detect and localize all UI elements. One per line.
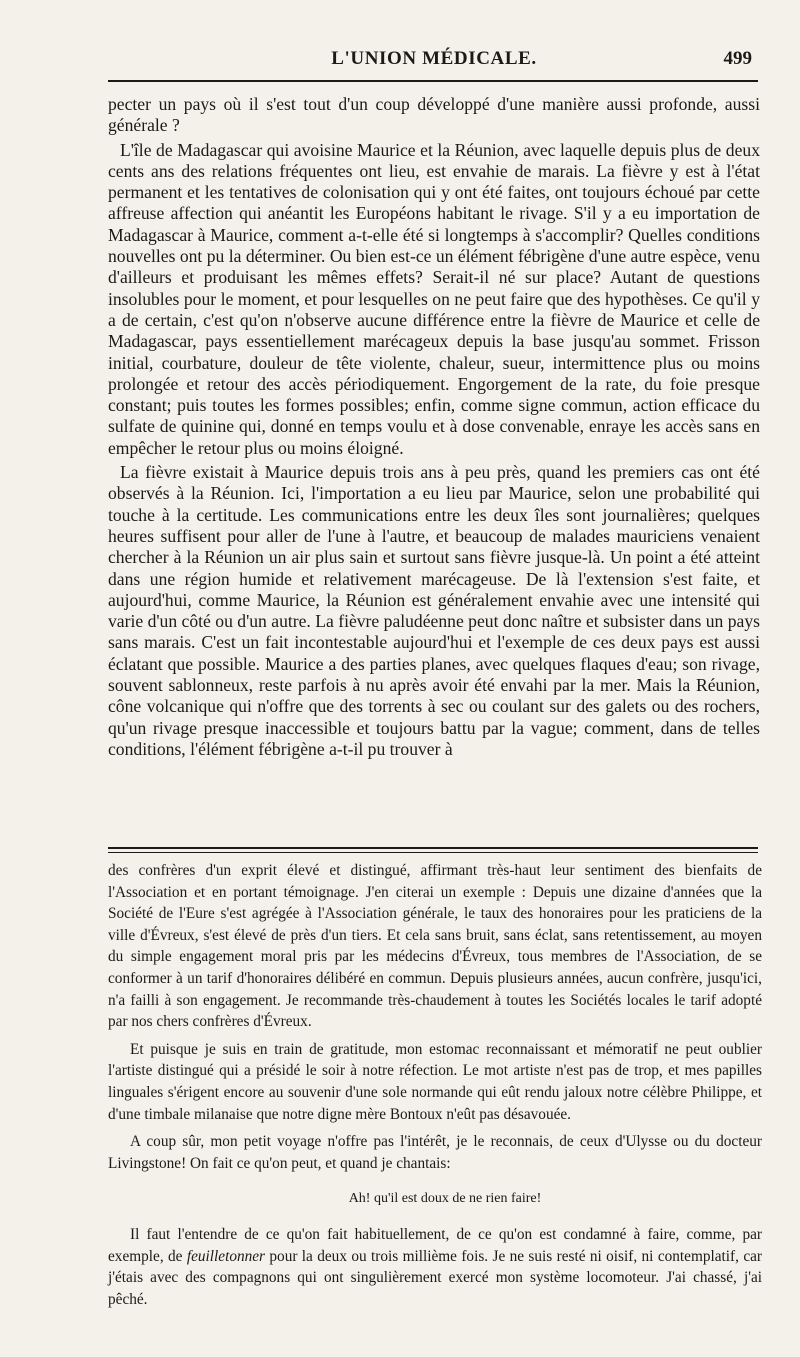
feuilleton-text: pour la deux ou trois millième fois. Je ne suis resté ni oisif, ni contemplatif, car j'étais avec des compagnons qui ont singulièrement exercé mon système locomoteur. J'ai chassé, j'ai pêché. <box>108 1247 762 1308</box>
feuilleton-paragraph-1: des confrères d'un exprit élevé et distingué, affirmant très-haut leur sentiment des bienfaits de l'Association et en portant témoignage. J'en citerai un exemple : Depuis une dizaine d'années que la Société de l'Eure s'est agrégée à l'Association générale, le taux des honoraires pour les praticiens de la ville d'Évreux, s'est élevé de près d'un tiers. Et cela sans bruit, sans éclat, sans retentissement, au moyen du simple engagement moral pris par les médecins d'Évreux, tous membres de l'Association, de se conformer à un tarif d'honoraires délibéré en commun. Depuis plusieurs années, aucun confrère, jusqu'ici, n'a failli à son engagement. Je recommande très-chaudement à toutes les Sociétés locales le tarif adopté par nos chers confrères d'Évreux. <box>108 862 762 1031</box>
running-title: L'UNION MÉDICALE. <box>331 48 537 69</box>
feuilleton-paragraph-2: Et puisque je suis en train de gratitude, mon estomac reconnaissant et mémoratif ne peut oublier l'artiste distingué qui a présidé le soir à notre réfection. Le mot artiste n'est pas de trop, et mes papilles linguales s'érigent encore au souvenir d'une sole normande qui eût rendu jaloux notre célèbre Philippe, et d'une timbale milanaise que notre digne mère Bontoux n'eût pas désavouée. <box>108 1040 762 1123</box>
feuilleton-section <box>108 860 762 1310</box>
page-header <box>108 46 760 76</box>
header-rule <box>108 80 758 82</box>
feuilleton-separator-thin <box>108 852 758 853</box>
song-verse: Ah! qu'il est doux de ne rien faire! <box>348 1191 542 1207</box>
article-paragraph-2: L'île de Madagascar qui avoisine Maurice et la Réunion, avec laquelle depuis plus de deux cents ans des relations fréquentes ont lieu, est envahie de marais. La fièvre y est à l'état permanent et les tentatives de colonisation qui y ont été faites, ont toujours échoué par cette affreuse affection qui anéantit les Européons habitant le rivage. S'il y a eu importation de Madagascar à Maurice, comment a-t-elle été si longtemps à s'accomplir? Quelles conditions nouvelles ont pu la déterminer. Ou bien est-ce un élément fébrigène d'une autre espèce, venu d'ailleurs et produisant les mêmes effets? Serait-il né sur place? Autant de questions insolubles pour le moment, et pour lesquelles on ne peut faire que des hypothèses. Ce qu'il y a de certain, c'est qu'on n'observe aucune différence entre la fièvre de Maurice et celle de Madagascar, pays essentiellement marécageux depuis la base jusqu'au sommet. Frisson initial, courbature, douleur de tête violente, chaleur, sueur, intermittence plus ou moins prolongée et retour des accès périodiquement. Engorgement de la rate, du foie presque constant; puis toutes les formes possibles; enfin, comme signe commun, action efficace du sulfate de quinine qui, donné en temps voulu et à dose convenable, enraye les accès sans en empêcher le retour plus ou moins éloigné. <box>108 139 760 458</box>
article-paragraph-3: La fièvre existait à Maurice depuis trois ans à peu près, quand les premiers cas ont été observés à la Réunion. Ici, l'importation a eu lieu par Maurice, selon une probabilité qui touche à la certitude. Les communications entre les deux îles sont journalières; quelques heures suffisent pour aller de l'une à l'autre, et beaucoup de malades mauriciens venaient chercher à la Réunion un air plus sain et surtout sans fièvre jusque-là. Un point a été atteint dans une région humide et relativement marécageuse. De là l'extension s'est faite, et aujourd'hui, comme Maurice, la Réunion est généralement envahie avec une intensité qui varie d'un côté ou d'un autre. La fièvre paludéenne peut donc naître et subsister dans un pays sans marais. C'est un fait incontestable aujourd'hui et l'exemple de ces deux pays est aussi éclatant que possible. Maurice a des parties planes, avec quelques flaques d'eau; son rivage, souvent sablonneux, reste parfois à nu après avoir été envahi par la mer. Mais la Réunion, cône volcanique qui n'offre que des torrents à sec ou coulant sur des galets ou des rochers, qu'un rivage presque inaccessible et toujours battu par la vague; comment, dans de telles conditions, l'élément fébrigène a-t-il pu trouver à <box>108 462 760 759</box>
page-number: 499 <box>723 48 752 69</box>
feuilleton-text: Il faut l'entendre de ce qu'on fait habituellement, de ce qu'on est condamné à faire, comme, par exemple, de <box>108 1225 762 1265</box>
article-body <box>108 94 760 760</box>
feuilleton-paragraph-3: A coup sûr, mon petit voyage n'offre pas l'intérêt, je le reconnais, de ceux d'Ulysse ou du docteur Livingstone! On fait ce qu'on peut, et quand je chantais: <box>108 1133 762 1172</box>
feuilleton-paragraph-4 <box>108 1224 762 1310</box>
feuilleton-separator-thick <box>108 847 758 849</box>
italic-word: feuilletonner <box>186 1247 266 1265</box>
article-paragraph-1: pecter un pays où il s'est tout d'un coup développé d'une manière aussi profonde, aussi générale ? <box>108 94 760 136</box>
